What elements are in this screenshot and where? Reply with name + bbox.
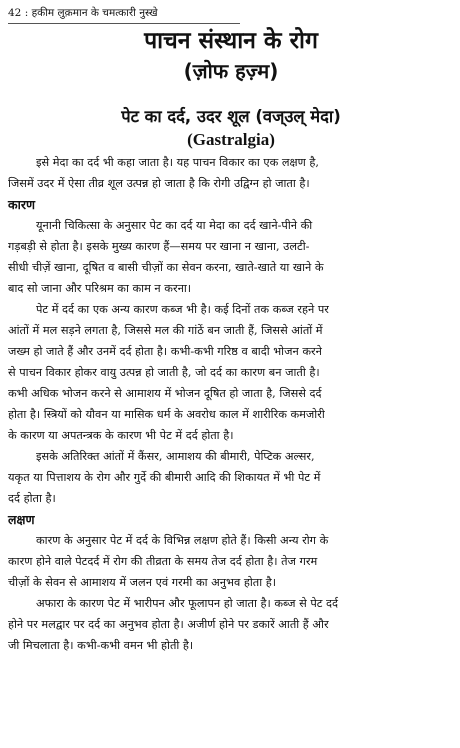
text-line: के कारण या अपतन्त्रक के कारण भी पेट में दर्द होता है। [8,429,234,442]
chapter-subtitle: (ज़ोफ हज़्म) [183,59,279,83]
text-line: कभी अधिक भोजन करने से आमाशय में भोजन दूषित हो जाता है, जिससे दर्द [8,387,322,400]
text-line: कारण के अनुसार पेट में दर्द के विभिन्न लक्षण होते हैं। किसी अन्य रोग के [36,534,329,547]
text-line: आंतों में मल सड़ने लगता है, जिससे मल की गांठें बन जाती हैं, जिससे आंतों में [8,324,323,337]
text-line: जिसमें उदर में ऐसा तीव्र शूल उत्पन्न हो जाता है कि रोगी उद्विग्न हो जाता है। [8,177,310,190]
text-line: चीज़ों के सेवन से आमाशय में जलन एवं गरमी का अनुभव होता है। [8,576,277,589]
text-line: पेट में दर्द का एक अन्य कारण कब्ज भी है। कई दिनों तक कब्ज रहने पर [36,303,329,316]
causes-heading: कारण [8,197,35,212]
text-line: यकृत या पित्ताशय के रोग और गुर्दे की बीमारी आदि की शिकायत में भी पेट में [8,471,321,484]
text-line: यूनानी चिकित्सा के अनुसार पेट का दर्द या मेदा का दर्द खाने-पीने की [36,219,313,232]
causes-paragraph-3 [8,446,454,509]
text-line: होता है। स्त्रियों को यौवन या मासिक धर्म के अवरोध काल में शारीरिक कमजोरी [8,408,325,421]
text-line: होने पर मलद्वार पर दर्द का अनुभव होता है। अजीर्ण होने पर डकारें आती हैं और [8,618,329,631]
text-line: बाद सो जाना और परिश्रम का काम न करना। [8,282,192,295]
chapter-title: पाचन संस्थान के रोग [144,28,318,54]
text-line: सीधी चीज़ें खाना, दूषित व बासी चीज़ों का सेवन करना, खाते-खाते या खाने के [8,261,324,274]
text-line: गड़बड़ी से होता है। इसके मुख्य कारण हैं—समय पर खाना न खाना, उलटी- [8,240,310,253]
symptoms-paragraph-2 [8,593,454,656]
causes-paragraph-1 [8,215,454,299]
text-line: दर्द होता है। [8,492,56,505]
text-line: अफारा के कारण पेट में भारीपन और फूलापन हो जाता है। कब्ज से पेट दर्द [36,597,339,610]
symptoms-paragraph-1 [8,530,454,593]
section-subtitle: (Gastralgia) [187,130,275,149]
intro-paragraph [8,152,454,194]
text-line: इसे मेदा का दर्द भी कहा जाता है। यह पाचन विकार का एक लक्षण है, [36,156,319,169]
symptoms-heading: लक्षण [8,512,35,527]
text-line: जख्म हो जाते हैं और उनमें दर्द होता है। कभी-कभी गरिष्ठ व बादी भोजन करने [8,345,322,358]
section-title: पेट का दर्द, उदर शूल (वज्उल् मेदा) [121,107,341,126]
text-line: से पाचन विकार होकर वायु उत्पन्न हो जाती है, जो दर्द का कारण बन जाती है। [8,366,320,379]
text-line: इसके अतिरिक्त आंतों में कैंसर, आमाशय की बीमारी, पेप्टिक अल्सर, [36,450,315,463]
text-line: कारण होने वाले पेटदर्द में रोग की तीव्रता के समय तेज दर्द होता है। तेज गरम [8,555,318,568]
running-header: 42 : हकीम लुक़मान के चमत्कारी नुस्खे [8,6,240,24]
text-line: जी मिचलाता है। कभी-कभी वमन भी होती है। [8,639,194,652]
causes-paragraph-2 [8,299,454,446]
